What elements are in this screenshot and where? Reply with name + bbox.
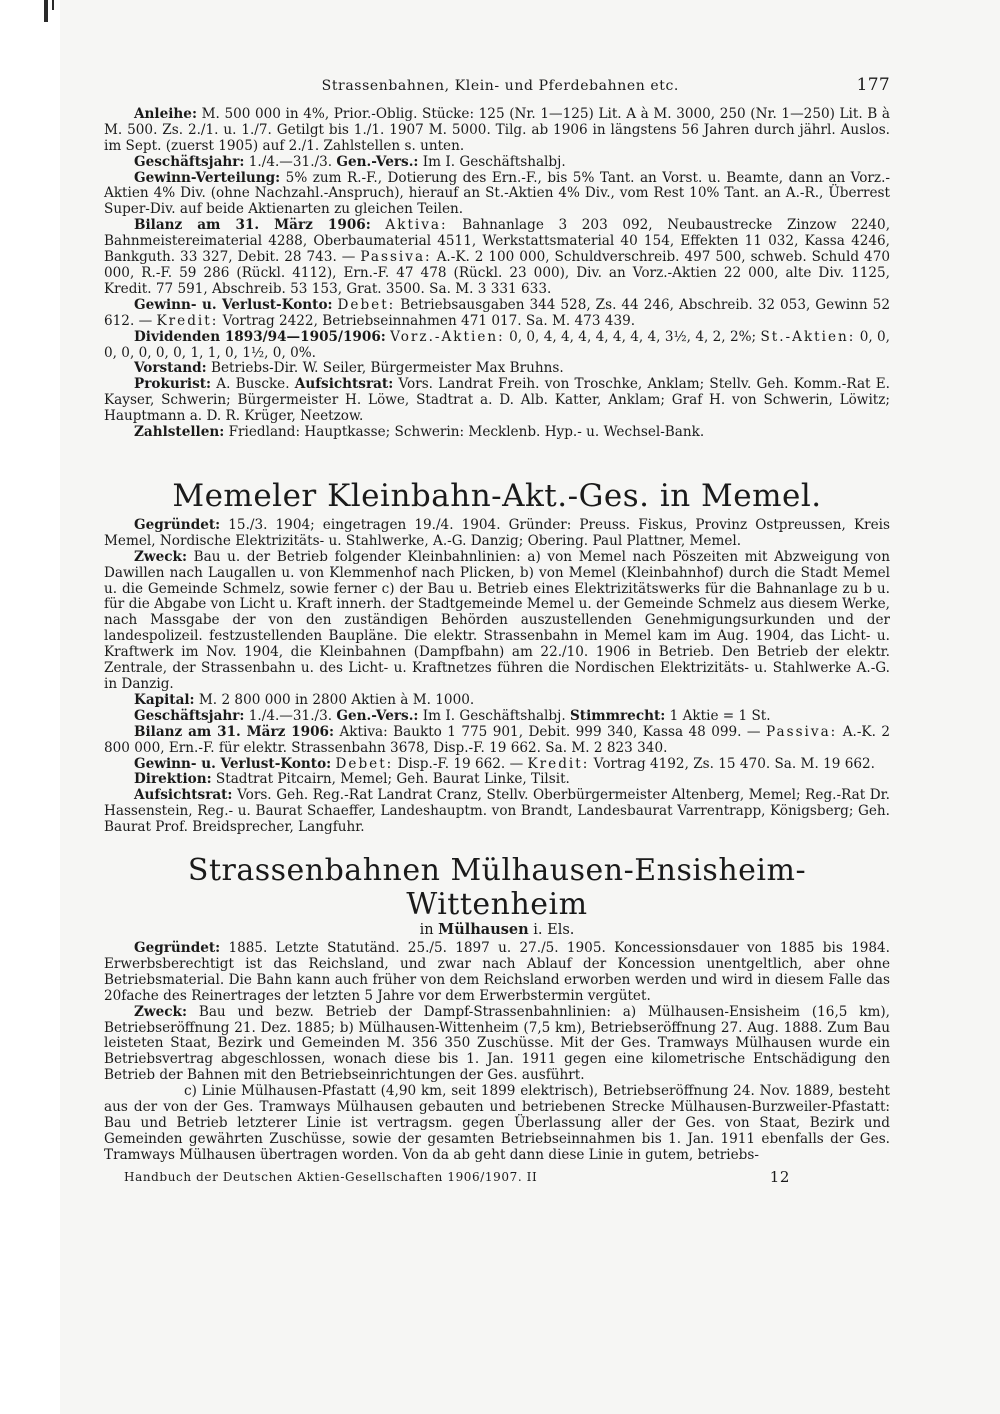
memel-aufsichtsrat-paragraph bbox=[104, 788, 890, 836]
bilanz-aktiva-text: Aktiva: Baukto 1 775 901, Debit. 999 340, Kassa 48 099. — bbox=[339, 723, 761, 740]
kapital-text: M. 2 800 000 in 2800 Aktien à M. 1000. bbox=[198, 691, 475, 708]
linie-c-text: c) Linie Mülhausen-Pfastatt (4,90 km, seit 1899 elektrisch), Betriebseröffnung 24. Nov. 1889, besteht aus der von der Ges. Tramways Mülhausen gebauten und betriebenen Strecke Mülhausen-Burzweiler-Pfastatt: Bau und Betrieb letzterer Linie ist vertragsm. gegen Überlassung aller der Ges. von Staat, Bezirk und Gemeinden gewährten Zuschüsse, sowie der gesamten Betriebseinnahmen bis 1. Jan. 1911 ebenfalls der Ges. Tramways Mülhausen übertragen worden. Von da ab geht dann diese Linie in gutem, betriebs- bbox=[104, 1083, 890, 1163]
bilanz-aktiva-label: Aktiva: bbox=[385, 217, 448, 234]
footer-imprint: Handbuch der Deutschen Aktien-Gesellschaften 1906/1907. II bbox=[124, 1169, 538, 1184]
zweck-label: Zweck: bbox=[134, 548, 187, 565]
gewinn-verteilung-label: Gewinn-Verteilung: bbox=[134, 169, 281, 186]
geschaeftsjahr-label: Geschäftsjahr: bbox=[134, 707, 245, 724]
gen-vers-label: Gen.-Vers.: bbox=[336, 707, 419, 724]
geschaeftsjahr-paragraph bbox=[104, 155, 890, 171]
direktion-label: Direktion: bbox=[134, 771, 212, 788]
bilanz-aktiva-text: Bahnanlage 3 203 092, Neubaustrecke Zinzow 2240, Bahnmeistereimaterial 4288, Oberbaumaterial 4511, Werkstattsmaterial 40 154, Effekten 11 032, Kassa 4246, Bankguth. 33 327, Debit. 28 743. — bbox=[104, 217, 891, 266]
div-vorz-text: 0, 0, 4, 4, 4, 4, 4, 4, 4, 3½, 4, 2, 2%; bbox=[509, 328, 757, 345]
dividenden-label: Dividenden 1893/94—1905/1906: bbox=[134, 328, 386, 345]
div-vorz-label: Vorz.-Aktien: bbox=[390, 328, 505, 345]
aufsichtsrat-label: Aufsichtsrat: bbox=[294, 376, 394, 393]
binding-mark bbox=[44, 0, 48, 22]
aufsichtsrat-text: Vors. Geh. Reg.-Rat Landrat Cranz, Stellv. Oberbürgermeister Altenberg, Memel; Reg.-Rat Dr. Hassenstein, Reg.- u. Baurat Schaeffer, Landeshauptm. von Brandt, Landesbaurat Varrentrapp, Königsberg; Geh. Baurat Prof. Breidsprecher, Langfuhr. bbox=[104, 787, 891, 836]
bilanz-passiva-label: Passiva: bbox=[360, 249, 432, 266]
gewinn-verteilung-paragraph bbox=[104, 171, 890, 219]
vorstand-label: Vorstand: bbox=[134, 360, 207, 377]
running-title: Strassenbahnen, Klein- und Pferdebahnen etc. bbox=[321, 78, 679, 94]
memel-direktion-paragraph bbox=[104, 772, 890, 788]
gen-vers-text: Im I. Geschäftshalbj. bbox=[422, 153, 566, 170]
memel-kapital-paragraph bbox=[104, 693, 890, 709]
geschaeftsjahr-text: 1./4.—31./3. bbox=[248, 153, 333, 170]
kapital-label: Kapital: bbox=[134, 691, 195, 708]
memel-bilanz-paragraph bbox=[104, 725, 890, 757]
muelhausen-linie-c-paragraph bbox=[104, 1084, 890, 1164]
muelhausen-section-title: Strassenbahnen Mülhausen-Ensisheim-Wittenheim bbox=[187, 853, 807, 923]
zweck-label: Zweck: bbox=[134, 1003, 187, 1020]
guv-kredit-label: Kredit: bbox=[527, 755, 590, 772]
guv-label: Gewinn- u. Verlust-Konto: bbox=[134, 296, 333, 313]
gen-vers-label: Gen.-Vers.: bbox=[336, 153, 419, 170]
subtitle-city: Mülhausen bbox=[438, 921, 529, 939]
page-content bbox=[104, 75, 891, 1186]
direktion-text: Stadtrat Pitcairn, Memel; Geh. Baurat Linke, Tilsit. bbox=[215, 771, 570, 788]
dividenden-paragraph bbox=[104, 330, 890, 362]
gegruendet-label: Gegründet: bbox=[134, 516, 221, 533]
subtitle-prefix: in bbox=[419, 922, 434, 939]
memel-section-title: Memeler Kleinbahn-Akt.-Ges. in Memel. bbox=[172, 477, 822, 514]
guv-kredit-text: Vortrag 4192, Zs. 15 470. Sa. M. 19 662. bbox=[593, 755, 875, 772]
zahlstellen-text: Friedland: Hauptkasse; Schwerin: Mecklenb. Hyp.- u. Wechsel-Bank. bbox=[228, 424, 705, 441]
vorstand-text: Betriebs-Dir. W. Seiler, Bürgermeister Max Bruhns. bbox=[211, 360, 564, 377]
guv-debet-label: Debet: bbox=[337, 296, 396, 313]
geschaeftsjahr-text: 1./4.—31./3. bbox=[248, 707, 333, 724]
memel-zweck-paragraph bbox=[104, 550, 890, 693]
guv-paragraph bbox=[104, 298, 890, 330]
memel-geschaeftsjahr-paragraph bbox=[104, 709, 890, 725]
guv-debet-label: Debet: bbox=[335, 755, 394, 772]
bilanz-passiva-label: Passiva: bbox=[765, 723, 838, 740]
anleihe-label: Anleihe: bbox=[134, 105, 197, 122]
zweck-text: Bau und bezw. Betrieb der Dampf-Strassenbahnlinien: a) Mülhausen-Ensisheim (16,5 km), Betriebseröffnung 21. Dez. 1885; b) Mülhausen-Wittenheim (7,5 km), Betriebseröffnung 27. Aug. 1888. Zum Bau leisteten Staat, Bezirk und Gemeinden M. 356 350 Zuschüsse. Mit der Ges. Tramways Mülhausen wurde ein Betriebsvertrag abgeschlossen, wonach diese bis 1. Jan. 1911 gegen eine kilometrische Entschädigung den Betrieb der Bahnen mit den Betriebseinrichtungen der Ges. ausführt. bbox=[104, 1003, 890, 1084]
muelhausen-zweck-paragraph bbox=[104, 1005, 890, 1085]
subtitle-suffix: i. Els. bbox=[533, 922, 575, 939]
gewinn-verteilung-text: 5% zum R.-F., Dotierung des Ern.-F., bis 5% Tant. an Vorst. u. Beamte, dann an Vorz.-Aktien 4% Div. (ohne Nachzahl.-Anspruch), hierauf an St.-Aktien 4% Div., vom Rest 10% Tant. an A.-R., Überrest Super-Div. auf beide Aktienarten zu gleichen Teilen. bbox=[104, 169, 890, 218]
sheet-number: 12 bbox=[769, 1167, 790, 1186]
page-footer bbox=[104, 1167, 890, 1186]
guv-kredit-label: Kredit: bbox=[156, 312, 219, 329]
div-st-label: St.-Aktien: bbox=[760, 328, 856, 345]
aufsichtsrat-label: Aufsichtsrat: bbox=[134, 787, 233, 804]
page-margin-strip bbox=[0, 0, 60, 1414]
vorstand-paragraph bbox=[104, 361, 890, 377]
zweck-text: Bau u. der Betrieb folgender Kleinbahnlinien: a) von Memel nach Pöszeiten mit Abzweigung von Dawillen nach Laugallen u. von Klemmenhof nach Plicken, b) von Memel (Kleinbahnhof) durch die Stadt Memel u. die Gemeinde Schmelz, sowie ferner c) der Bau u. Betrieb eines Elektrizitätswerks für die Bahnanlage zu b u. für die Abgabe von Licht u. Kraft innerh. der Stadtgemeinde Memel u. der Gemeinde Schmelz aus diesem Werke, nach Massgabe der von den zuständigen Behörden auszustellenden Genehmigungsurkunden und der landespolizeil. festzustellenden Baupläne. Die elektr. Strassenbahn in Memel kam im Aug. 1904, das Licht- u. Kraftwerk im Nov. 1904, die Kleinbahnen (Dampfbahn) am 22./10. 1906 in Betrieb. Den Betrieb der elektr. Zentrale, der Strassenbahn u. des Licht- u. Kraftnetzes führen die Nordischen Elektrizitäts- u. Stahlwerke A.-G. in Danzig. bbox=[104, 548, 890, 692]
prokurist-label: Prokurist: bbox=[134, 376, 212, 393]
gegruendet-label: Gegründet: bbox=[134, 939, 221, 956]
div-st-text: 0, 0, 0, 0, 0, 0, 0, 1, 1, 0, 1½, 0, 0%. bbox=[104, 328, 890, 361]
guv-kredit-text: Vortrag 2422, Betriebseinnahmen 471 017. Sa. M. 473 439. bbox=[222, 312, 636, 329]
bilanz-paragraph bbox=[104, 218, 890, 298]
bilanz-label: Bilanz am 31. März 1906: bbox=[134, 217, 371, 234]
bilanz-passiva-text: A.-K. 2 800 000, Ern.-F. für elektr. Strassenbahn 3678, Disp.-F. 19 662. Sa. M. 2 823 340. bbox=[104, 723, 890, 756]
running-header bbox=[104, 75, 890, 95]
anleihe-text: M. 500 000 in 4%, Prior.-Oblig. Stücke: 125 (Nr. 1—125) Lit. A à M. 3000, 250 (Nr. 1—250) Lit. B à M. 500. Zs. 2./1. u. 1./7. Getilgt bis 1./1. 1907 M. 5000. Tilg. ab 1906 in längstens 56 Jahren durch jährl. Auslos. im Sept. (zuerst 1905) auf 2./1. Zahlstellen s. unten. bbox=[104, 105, 891, 154]
memel-gegruendet-paragraph bbox=[104, 518, 890, 550]
binding-mark bbox=[52, 0, 54, 10]
muelhausen-gegruendet-paragraph bbox=[104, 941, 890, 1005]
gegruendet-text: 15./3. 1904; eingetragen 19./4. 1904. Gründer: Preuss. Fiskus, Provinz Ostpreussen, Kreis Memel, Nordische Elektrizitäts- u. Stahlwerke, A.-G. Danzig; Obering. Paul Plattner, Memel. bbox=[104, 516, 890, 549]
guv-debet-text: Disp.-F. 19 662. — bbox=[397, 755, 524, 772]
zahlstellen-label: Zahlstellen: bbox=[134, 424, 225, 441]
gegruendet-text: 1885. Letzte Statutänd. 25./5. 1897 u. 27./5. 1905. Koncessionsdauer von 1885 bis 1984. Erwerbsberechtigt ist das Reichsland, und zwar nach Ablauf der Koncession unentgeltlich, aber ohne Betriebsmaterial. Die Bahn kann auch früher von dem Reichsland erworben werden und wird in diesem Falle das 20fache des Reinertrages der letzten 5 Jahre vor dem Erwerbstermin vergütet. bbox=[104, 939, 891, 1004]
guv-debet-text: Betriebsausgaben 344 528, Zs. 44 246, Abschreib. 32 053, Gewinn 52 612. — bbox=[104, 296, 890, 329]
prokurist-paragraph bbox=[104, 377, 890, 425]
bilanz-label: Bilanz am 31. März 1906: bbox=[134, 723, 335, 740]
zahlstellen-paragraph bbox=[104, 425, 890, 441]
stimmrecht-text: 1 Aktie = 1 St. bbox=[669, 707, 771, 724]
anleihe-paragraph bbox=[104, 107, 890, 155]
prokurist-text: A. Buscke. bbox=[216, 376, 290, 393]
gen-vers-text: Im I. Geschäftshalbj. bbox=[422, 707, 566, 724]
bilanz-passiva-text: A.-K. 2 100 000, Schuldverschreib. 497 500, schweb. Schuld 470 000, R.-F. 59 286 (Rückl. 4112), Ern.-F. 47 478 (Rückl. 23 000), Div. an Vorz.-Aktien 22 000, alte Div. 1125, Kredit. 77 591, Abschreib. 53 153, Grat. 3500. Sa. M. 3 331 633. bbox=[104, 249, 890, 297]
aufsichtsrat-text: Vors. Landrat Freih. von Troschke, Anklam; Stellv. Geh. Komm.-Rat E. Kayser, Schwerin; Bürgermeister H. Löwe, Stadtrat a. D. Alb. Katter, Anklam; Graf H. von Schwerin, Löwitz; Hauptmann a. D. R. Krüger, Neetzow. bbox=[104, 376, 890, 425]
page-number: 177 bbox=[856, 75, 890, 95]
stimmrecht-label: Stimmrecht: bbox=[569, 707, 666, 724]
memel-guv-paragraph bbox=[104, 757, 890, 773]
geschaeftsjahr-label: Geschäftsjahr: bbox=[134, 153, 245, 170]
muelhausen-subtitle bbox=[104, 922, 890, 939]
guv-label: Gewinn- u. Verlust-Konto: bbox=[134, 755, 332, 772]
